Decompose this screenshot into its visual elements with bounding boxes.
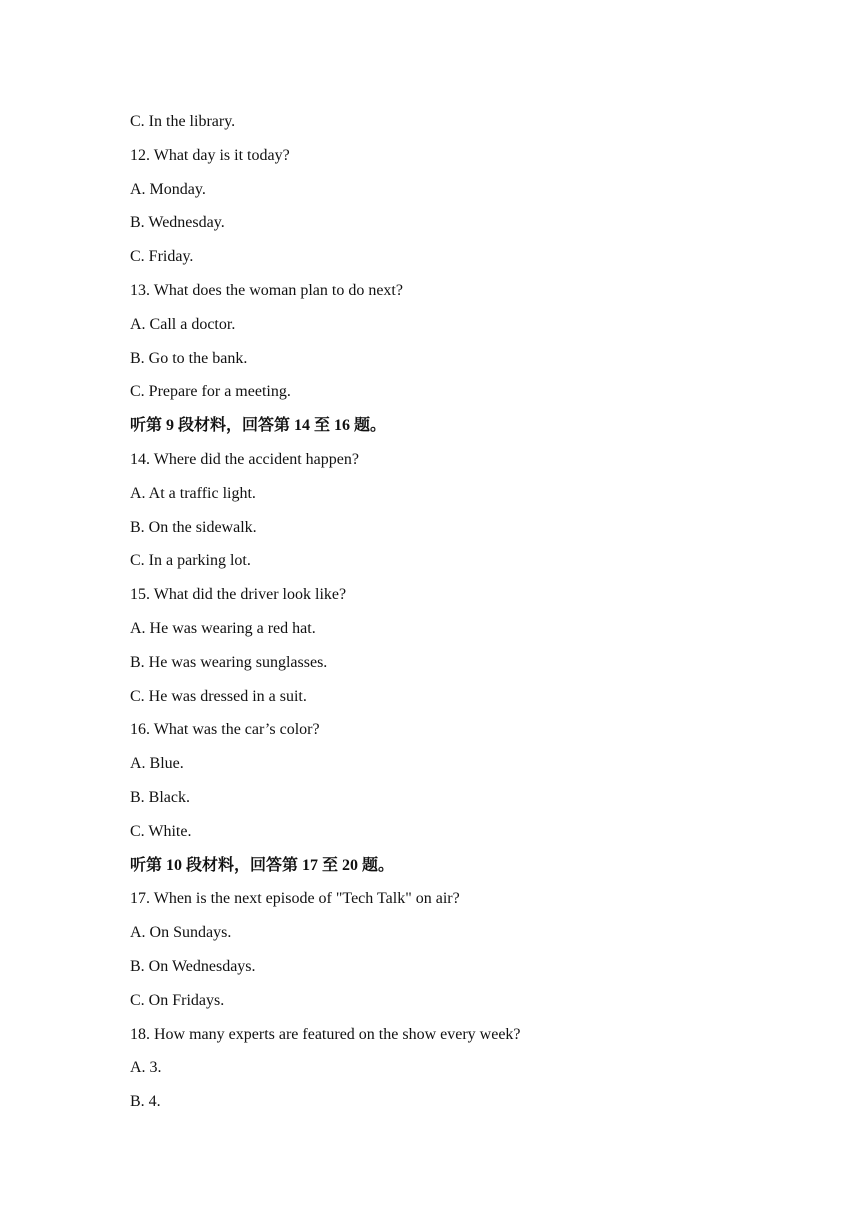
option-text: B. Go to the bank. (130, 349, 248, 367)
question-text: 13. What does the woman plan to do next? (130, 281, 403, 299)
option-text: B. On the sidewalk. (130, 518, 257, 536)
option-text: A. He was wearing a red hat. (130, 619, 316, 637)
option-text: B. Black. (130, 788, 190, 806)
option-text: A. Call a doctor. (130, 315, 236, 333)
option-text: B. 4. (130, 1093, 161, 1111)
option-text: A. At a traffic light. (130, 484, 256, 502)
option-text: B. Wednesday. (130, 214, 225, 232)
option-text: A. Monday. (130, 180, 206, 198)
option-text: C. White. (130, 822, 192, 840)
exam-content (130, 110, 810, 1124)
section-heading: 听第 10 段材料，回答第 17 至 20 题。 (130, 856, 395, 874)
option-text: C. Prepare for a meeting. (130, 383, 291, 401)
question-text: 16. What was the car’s color? (130, 721, 320, 739)
question-text: 15. What did the driver look like? (130, 586, 347, 604)
question-text: 14. Where did the accident happen? (130, 450, 359, 468)
question-text: 18. How many experts are featured on the show every week? (130, 1025, 521, 1043)
section-heading: 听第 9 段材料，回答第 14 至 16 题。 (130, 417, 387, 435)
option-text: C. In a parking lot. (130, 552, 251, 570)
option-text: C. He was dressed in a suit. (130, 687, 307, 705)
option-text: B. On Wednesdays. (130, 957, 256, 975)
option-text: B. He was wearing sunglasses. (130, 653, 328, 671)
question-text: 12. What day is it today? (130, 146, 290, 164)
option-text: C. In the library. (130, 113, 236, 130)
option-text: A. 3. (130, 1059, 162, 1077)
option-text: A. Blue. (130, 755, 184, 773)
option-text: C. On Fridays. (130, 991, 225, 1009)
option-text: C. Friday. (130, 248, 194, 266)
option-text: A. On Sundays. (130, 924, 232, 942)
question-text: 17. When is the next episode of "Tech Talk" on air? (130, 890, 460, 908)
